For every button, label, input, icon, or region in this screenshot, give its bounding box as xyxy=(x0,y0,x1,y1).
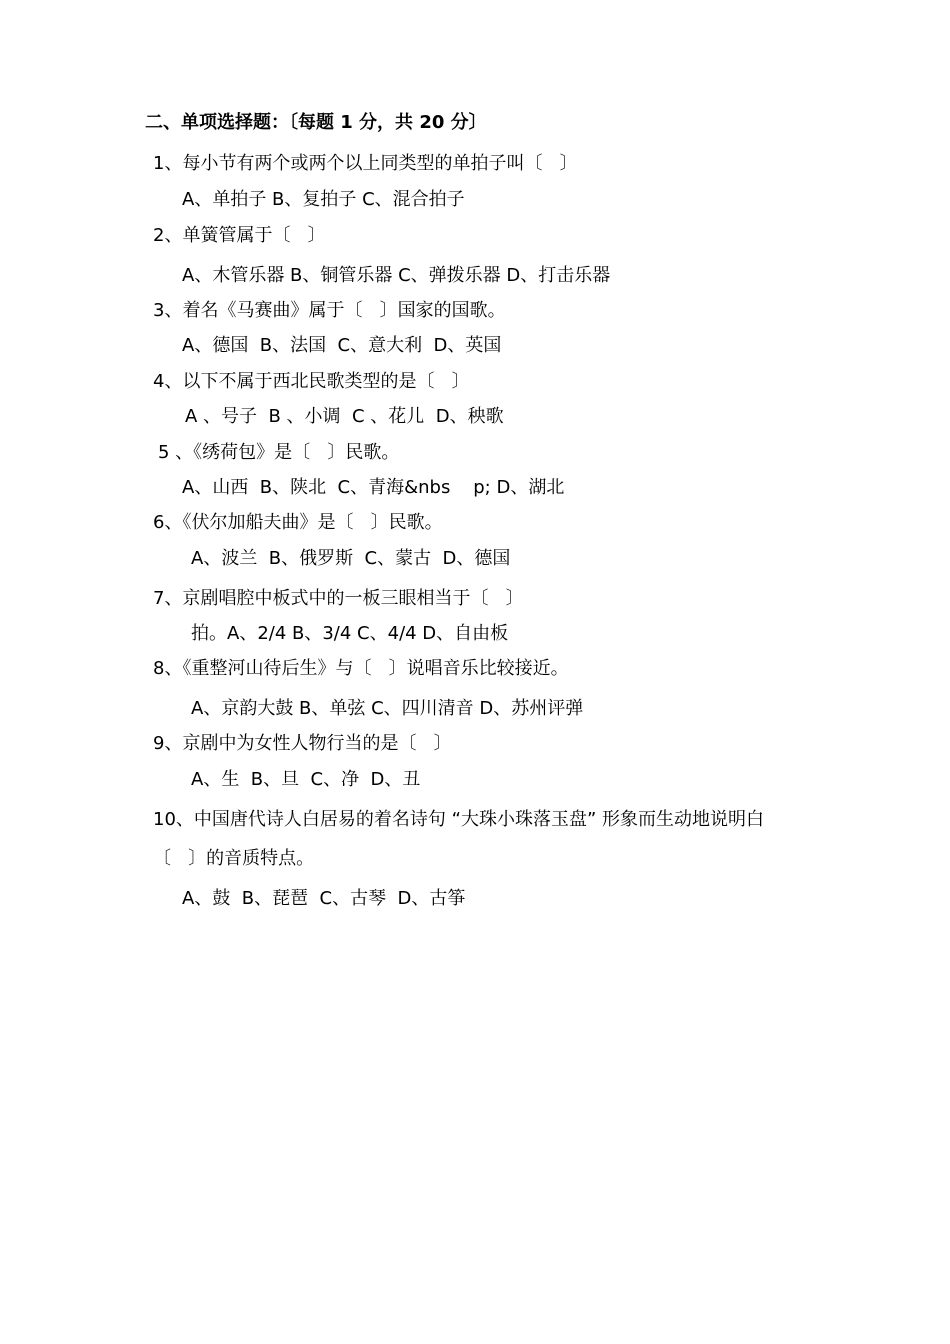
question-2-options: A、木管乐器 B、铜管乐器 C、弹拨乐器 D、打击乐器 xyxy=(182,265,611,286)
question-7-options: 拍。A、2/4 B、3/4 C、4/4 D、自由板 xyxy=(191,623,509,644)
question-4-options: A 、号子 B 、小调 C 、花儿 D、秧歌 xyxy=(185,406,504,427)
question-5-stem: 5 、《绣荷包》是〔 〕民歌。 xyxy=(158,442,400,463)
question-6-options: A、波兰 B、俄罗斯 C、蒙古 D、德国 xyxy=(191,548,511,569)
question-10-options: A、鼓 B、琵琶 C、古琴 D、古筝 xyxy=(182,888,466,909)
question-6-stem: 6、《伏尔加船夫曲》是〔 〕民歌。 xyxy=(153,512,443,533)
question-1-options: A、单拍子 B、复拍子 C、混合拍子 xyxy=(182,189,465,210)
question-4-stem: 4、以下不属于西北民歌类型的是〔 〕 xyxy=(153,371,470,392)
question-1-stem: 1、每小节有两个或两个以上同类型的单拍子叫〔 〕 xyxy=(153,153,578,174)
question-7-stem: 7、京剧唱腔中板式中的一板三眼相当于〔 〕 xyxy=(153,588,524,609)
question-9-options: A、生 B、旦 C、净 D、丑 xyxy=(191,769,421,790)
question-3-options: A、德国 B、法国 C、意大利 D、英国 xyxy=(182,335,502,356)
question-8-options: A、京韵大鼓 B、单弦 C、四川清音 D、苏州评弹 xyxy=(191,698,584,719)
question-9-stem: 9、京剧中为女性人物行当的是〔 〕 xyxy=(153,733,452,754)
section-title: 二、单项选择题：〔每题 1 分，共 20 分〕 xyxy=(145,112,487,133)
question-5-options: A、山西 B、陕北 C、青海&nbs p; D、湖北 xyxy=(182,477,565,498)
question-3-stem: 3、着名《马赛曲》属于〔 〕国家的国歌。 xyxy=(153,300,506,321)
question-10-stem: 10、中国唐代诗人白居易的着名诗句 “大珠小珠落玉盘” 形象而生动地说明白 xyxy=(153,809,764,830)
question-8-stem: 8、《重整河山待后生》与〔 〕说唱音乐比较接近。 xyxy=(153,658,569,679)
question-2-stem: 2、单簧管属于〔 〕 xyxy=(153,225,326,246)
question-10-stem-continued: 〔 〕的音质特点。 xyxy=(153,848,315,869)
